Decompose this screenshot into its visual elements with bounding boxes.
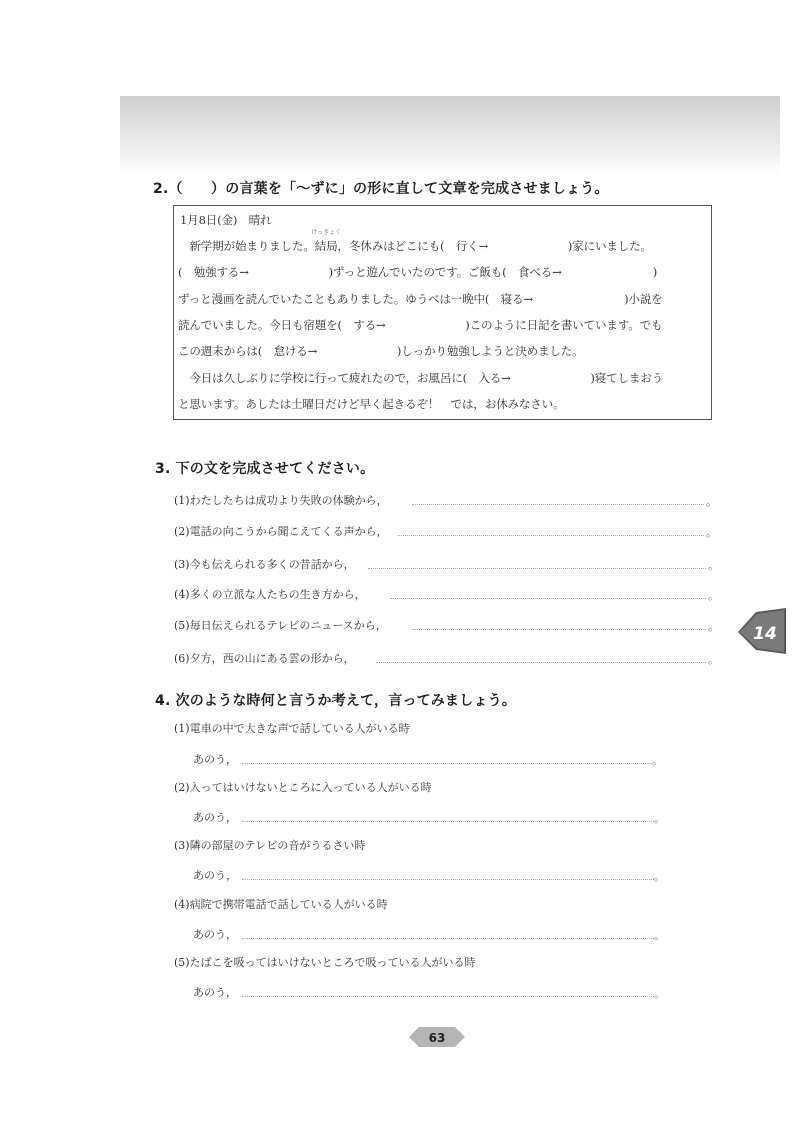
answer-prefix: あのう，: [193, 986, 237, 999]
section3-title: 3. 下の文を完成させてください。: [155, 461, 375, 477]
answer-blank[interactable]: [242, 996, 654, 997]
diary-line: 読んでいました。今日も宿題を( する→ )このように日記を書いています。でも: [178, 318, 663, 332]
period: 。: [654, 987, 665, 1000]
answer-blank[interactable]: [368, 568, 706, 569]
period: 。: [652, 754, 663, 767]
period: 。: [654, 812, 665, 825]
answer-blank[interactable]: [412, 504, 704, 505]
diary-box: [173, 205, 712, 420]
period: 。: [706, 495, 717, 508]
period: 。: [654, 929, 665, 942]
sentence-item: (3)今も伝えられる多くの昔話から，: [174, 558, 355, 571]
answer-blank[interactable]: [412, 629, 706, 630]
section2-title: 2.（ ）の言葉を「～ずに」の形に直して文章を完成させましょう。: [153, 181, 609, 197]
situation-prompt: (3)隣の部屋のテレビの音がうるさい時: [174, 839, 366, 852]
diary-line: ( 勉強する→ )ずっと遊んでいたのです。ご飯も( 食べる→ ): [178, 265, 658, 279]
chapter-number: 14: [753, 624, 777, 644]
answer-blank[interactable]: [397, 535, 704, 536]
period: 。: [654, 870, 665, 883]
period: 。: [708, 653, 719, 666]
sentence-item: (1)わたしたちは成功より失敗の体験から，: [174, 494, 388, 507]
period: 。: [706, 526, 717, 539]
period: 。: [708, 620, 719, 633]
sentence-item: (4)多くの立派な人たちの生き方から，: [174, 588, 366, 601]
answer-blank[interactable]: [242, 879, 654, 880]
answer-prefix: あのう，: [193, 811, 237, 824]
period: 。: [708, 589, 719, 602]
diary-line: ずっと漫画を読んでいたこともありました。ゆうべは一晩中( 寝る→ )小説を: [178, 292, 663, 306]
answer-blank[interactable]: [390, 598, 706, 599]
situation-prompt: (1)電車の中で大きな声で話している人がいる時: [174, 722, 410, 735]
answer-blank[interactable]: [242, 821, 654, 822]
answer-prefix: あのう，: [193, 869, 237, 882]
sentence-item: (6)夕方，西の山にある雲の形から，: [174, 652, 355, 665]
chapter-tab: [738, 608, 786, 654]
answer-prefix: あのう，: [193, 928, 237, 941]
diary-line: 新学期が始まりました。結局，冬休みはどこにも( 行く→ )家にいました。: [178, 239, 652, 253]
answer-blank[interactable]: [376, 662, 706, 663]
sentence-item: (2)電話の向こうから聞こえてくる声から，: [174, 525, 388, 538]
situation-prompt: (2)入ってはいけないところに入っている人がいる時: [174, 781, 432, 794]
page-number: 63: [428, 1031, 446, 1045]
section4-title: 4. 次のような時何と言うか考えて，言ってみましょう。: [155, 693, 517, 709]
diary-line: この週末からは( 怠ける→ )しっかり勉強しようと決めました。: [178, 344, 584, 358]
answer-blank[interactable]: [242, 763, 652, 764]
diary-line: 1月8日(金) 晴れ: [180, 213, 272, 227]
answer-prefix: あのう，: [193, 753, 237, 766]
answer-blank[interactable]: [242, 938, 654, 939]
page-number-badge: [409, 1025, 465, 1049]
diary-line: 今日は久しぶりに学校に行って疲れたので，お風呂に( 入る→ )寝てしまおう: [178, 371, 664, 385]
ruby-kekkyoku: けっきょく: [311, 229, 342, 236]
sentence-item: (5)毎日伝えられるテレビのニュースから，: [174, 619, 387, 632]
diary-line: と思います。あしたは土曜日だけど早く起きるぞ！ では，お休みなさい。: [178, 397, 565, 411]
situation-prompt: (4)病院で携帯電話で話している人がいる時: [174, 898, 388, 911]
period: 。: [708, 559, 719, 572]
header-band: [120, 96, 780, 174]
situation-prompt: (5)たばこを吸ってはいけないところで吸っている人がいる時: [174, 956, 476, 969]
